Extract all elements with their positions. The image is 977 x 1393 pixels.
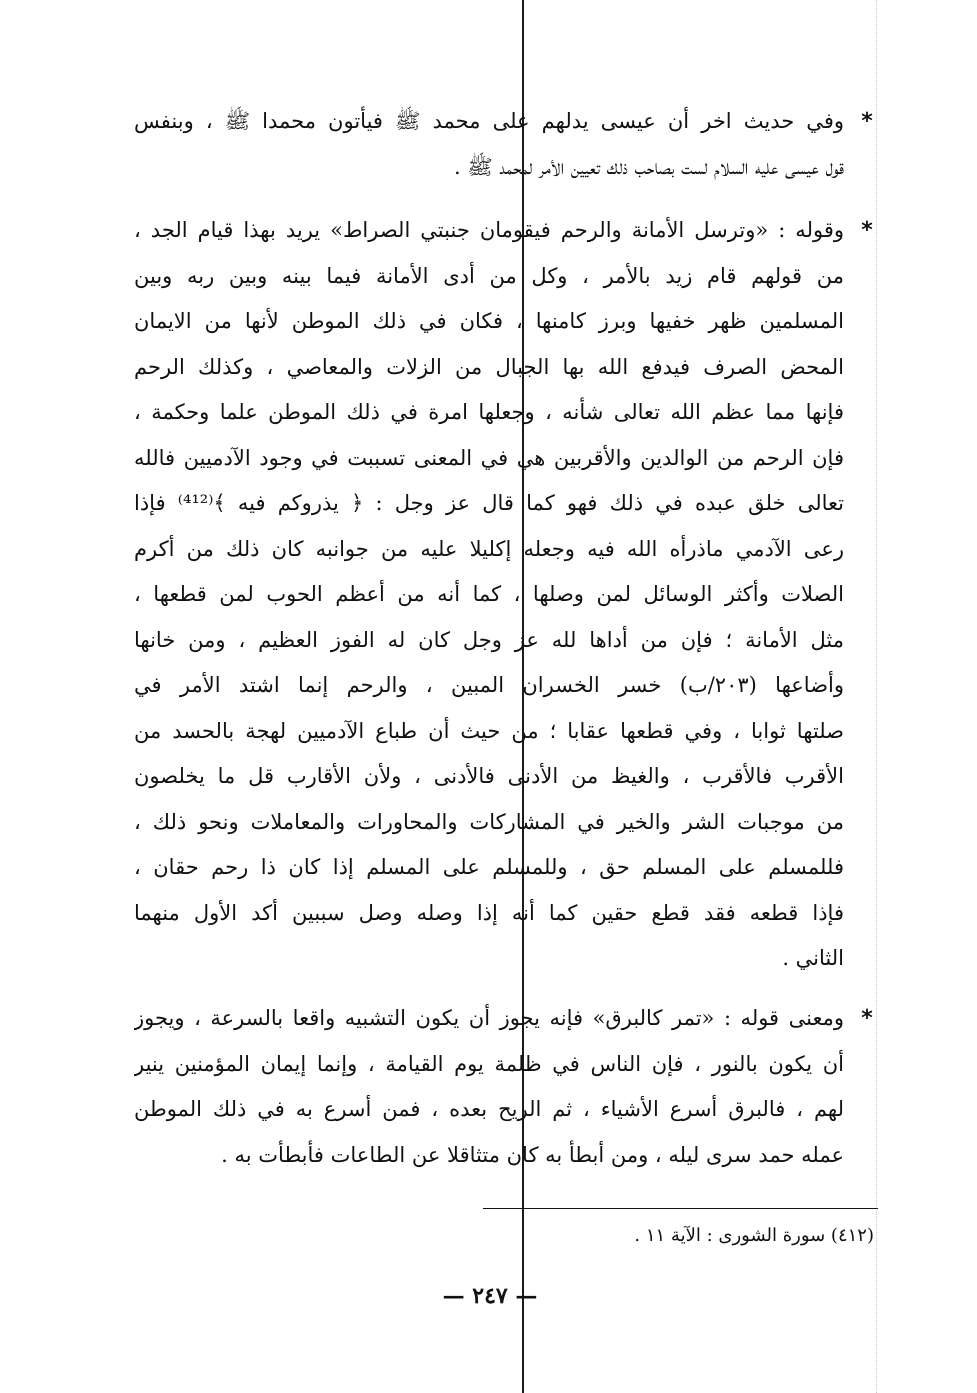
text-line: فإذا قطعه فقد قطع حقين كما أنه إذا وصله وصل سببين أكد الأول منهما <box>134 900 844 925</box>
footnote-divider <box>483 1208 878 1209</box>
bullet-star-icon: * <box>861 109 873 134</box>
text-line: لهم ، فالبرق أسرع الأشياء ، ثم الريح بعده ، فمن أسرع به في ذلك الموطن <box>134 1097 844 1121</box>
text-line: تعالى خلق عبده في ذلك فهو كما قال عز وجل : ﴿ يذروكم فيه ﴾⁽⁴¹²⁾ فإذا <box>134 491 844 515</box>
paragraph-3 <box>134 996 873 1178</box>
paragraph-1 <box>134 99 873 190</box>
paragraph-2 <box>134 208 873 982</box>
text-line: صلتها ثوابا ، وفي قطعها عقابا ؛ من حيث أن طباع الآدميين لهجة بالحسد من <box>134 718 844 743</box>
text-line: قول عيسى عليه السلام لست بصاحب ذلك تعيين الأمر لمحمد ﷺ . <box>454 154 844 179</box>
text-line: عمله حمد سرى ليله ، ومن أبطأ به كان متثاقلا عن الطاعات فأبطأت به . <box>221 1142 844 1167</box>
text-line: مثل الأمانة ؛ فإن من أداها لله عز وجل كان له الفوز العظيم ، ومن خانها <box>134 627 844 652</box>
text-line: رعى الآدمي ماذرأه الله فيه وجعله إكليلا عليه من جوانبه كان ذلك من أكرم <box>134 536 844 561</box>
text-line: وفي حديث اخر أن عيسى يدلهم على محمد ﷺ فيأتون محمدا ﷺ ، وبنفس <box>134 109 844 133</box>
text-line: المسلمين ظهر خفيها وبرز كامنها ، فكان في ذلك الموطن لأنها من الايمان <box>134 309 844 333</box>
page-number: — ٢٤٧ — <box>442 1283 538 1309</box>
text-line: من قولهم قام زيد بالأمر ، وكل من أدى الأمانة فيما بينه وبين ربه وبين <box>134 263 844 288</box>
text-line: الصلات وأكثر الوسائل لمن وصلها ، كما أنه من أعظم الحوب لمن قطعها ، <box>134 582 844 606</box>
bullet-star-icon: * <box>861 218 873 243</box>
text-line: الأقرب فالأقرب ، والغيظ من الأدنى فالأدنى ، ولأن الأقارب قل ما يخلصون <box>134 764 844 788</box>
text-line: من موجبات الشر والخير في المشاركات والمحاورات والمعاملات ونحو ذلك ، <box>134 809 844 834</box>
text-line: فإنها مما عظم الله تعالى شأنه ، وجعلها امرة في ذلك الموطن علما وحكمة ، <box>134 400 844 424</box>
bullet-star-icon: * <box>861 1006 873 1031</box>
text-line: فللمسلم على المسلم حق ، وللمسلم على المسلم إذا كان ذا رحم حقان ، <box>134 855 844 879</box>
text-line: الثاني . <box>782 946 844 970</box>
text-line: المحض الصرف فيدفع الله بها الجبال من الزلات والمعاصي ، وكذلك الرحم <box>134 354 844 379</box>
text-line: أن يكون بالنور ، فإن الناس في ظلمة يوم القيامة ، وإنما إيمان المؤمنين ينير <box>134 1051 844 1076</box>
text-line: وأضاعها (٢٠٣/ب) خسر الخسران المبين ، والرحم إنما اشتد الأمر في <box>134 673 844 697</box>
text-line: فإن الرحم من الوالدين والأقربين هي في المعنى تسببت في وجود الآدميين فالله <box>134 445 844 470</box>
text-line: ومعنى قوله : «تمر كالبرق» فإنه يجوز أن يكون التشبيه واقعا بالسرعة ، ويجوز <box>134 1006 844 1030</box>
text-line: وقوله : «وترسل الأمانة والرحم فيقومان جنبتي الصراط» يريد بهذا قيام الجد ، <box>134 218 844 242</box>
footnote: (٤١٢) سورة الشورى : الآية ١١ . <box>634 1225 874 1246</box>
